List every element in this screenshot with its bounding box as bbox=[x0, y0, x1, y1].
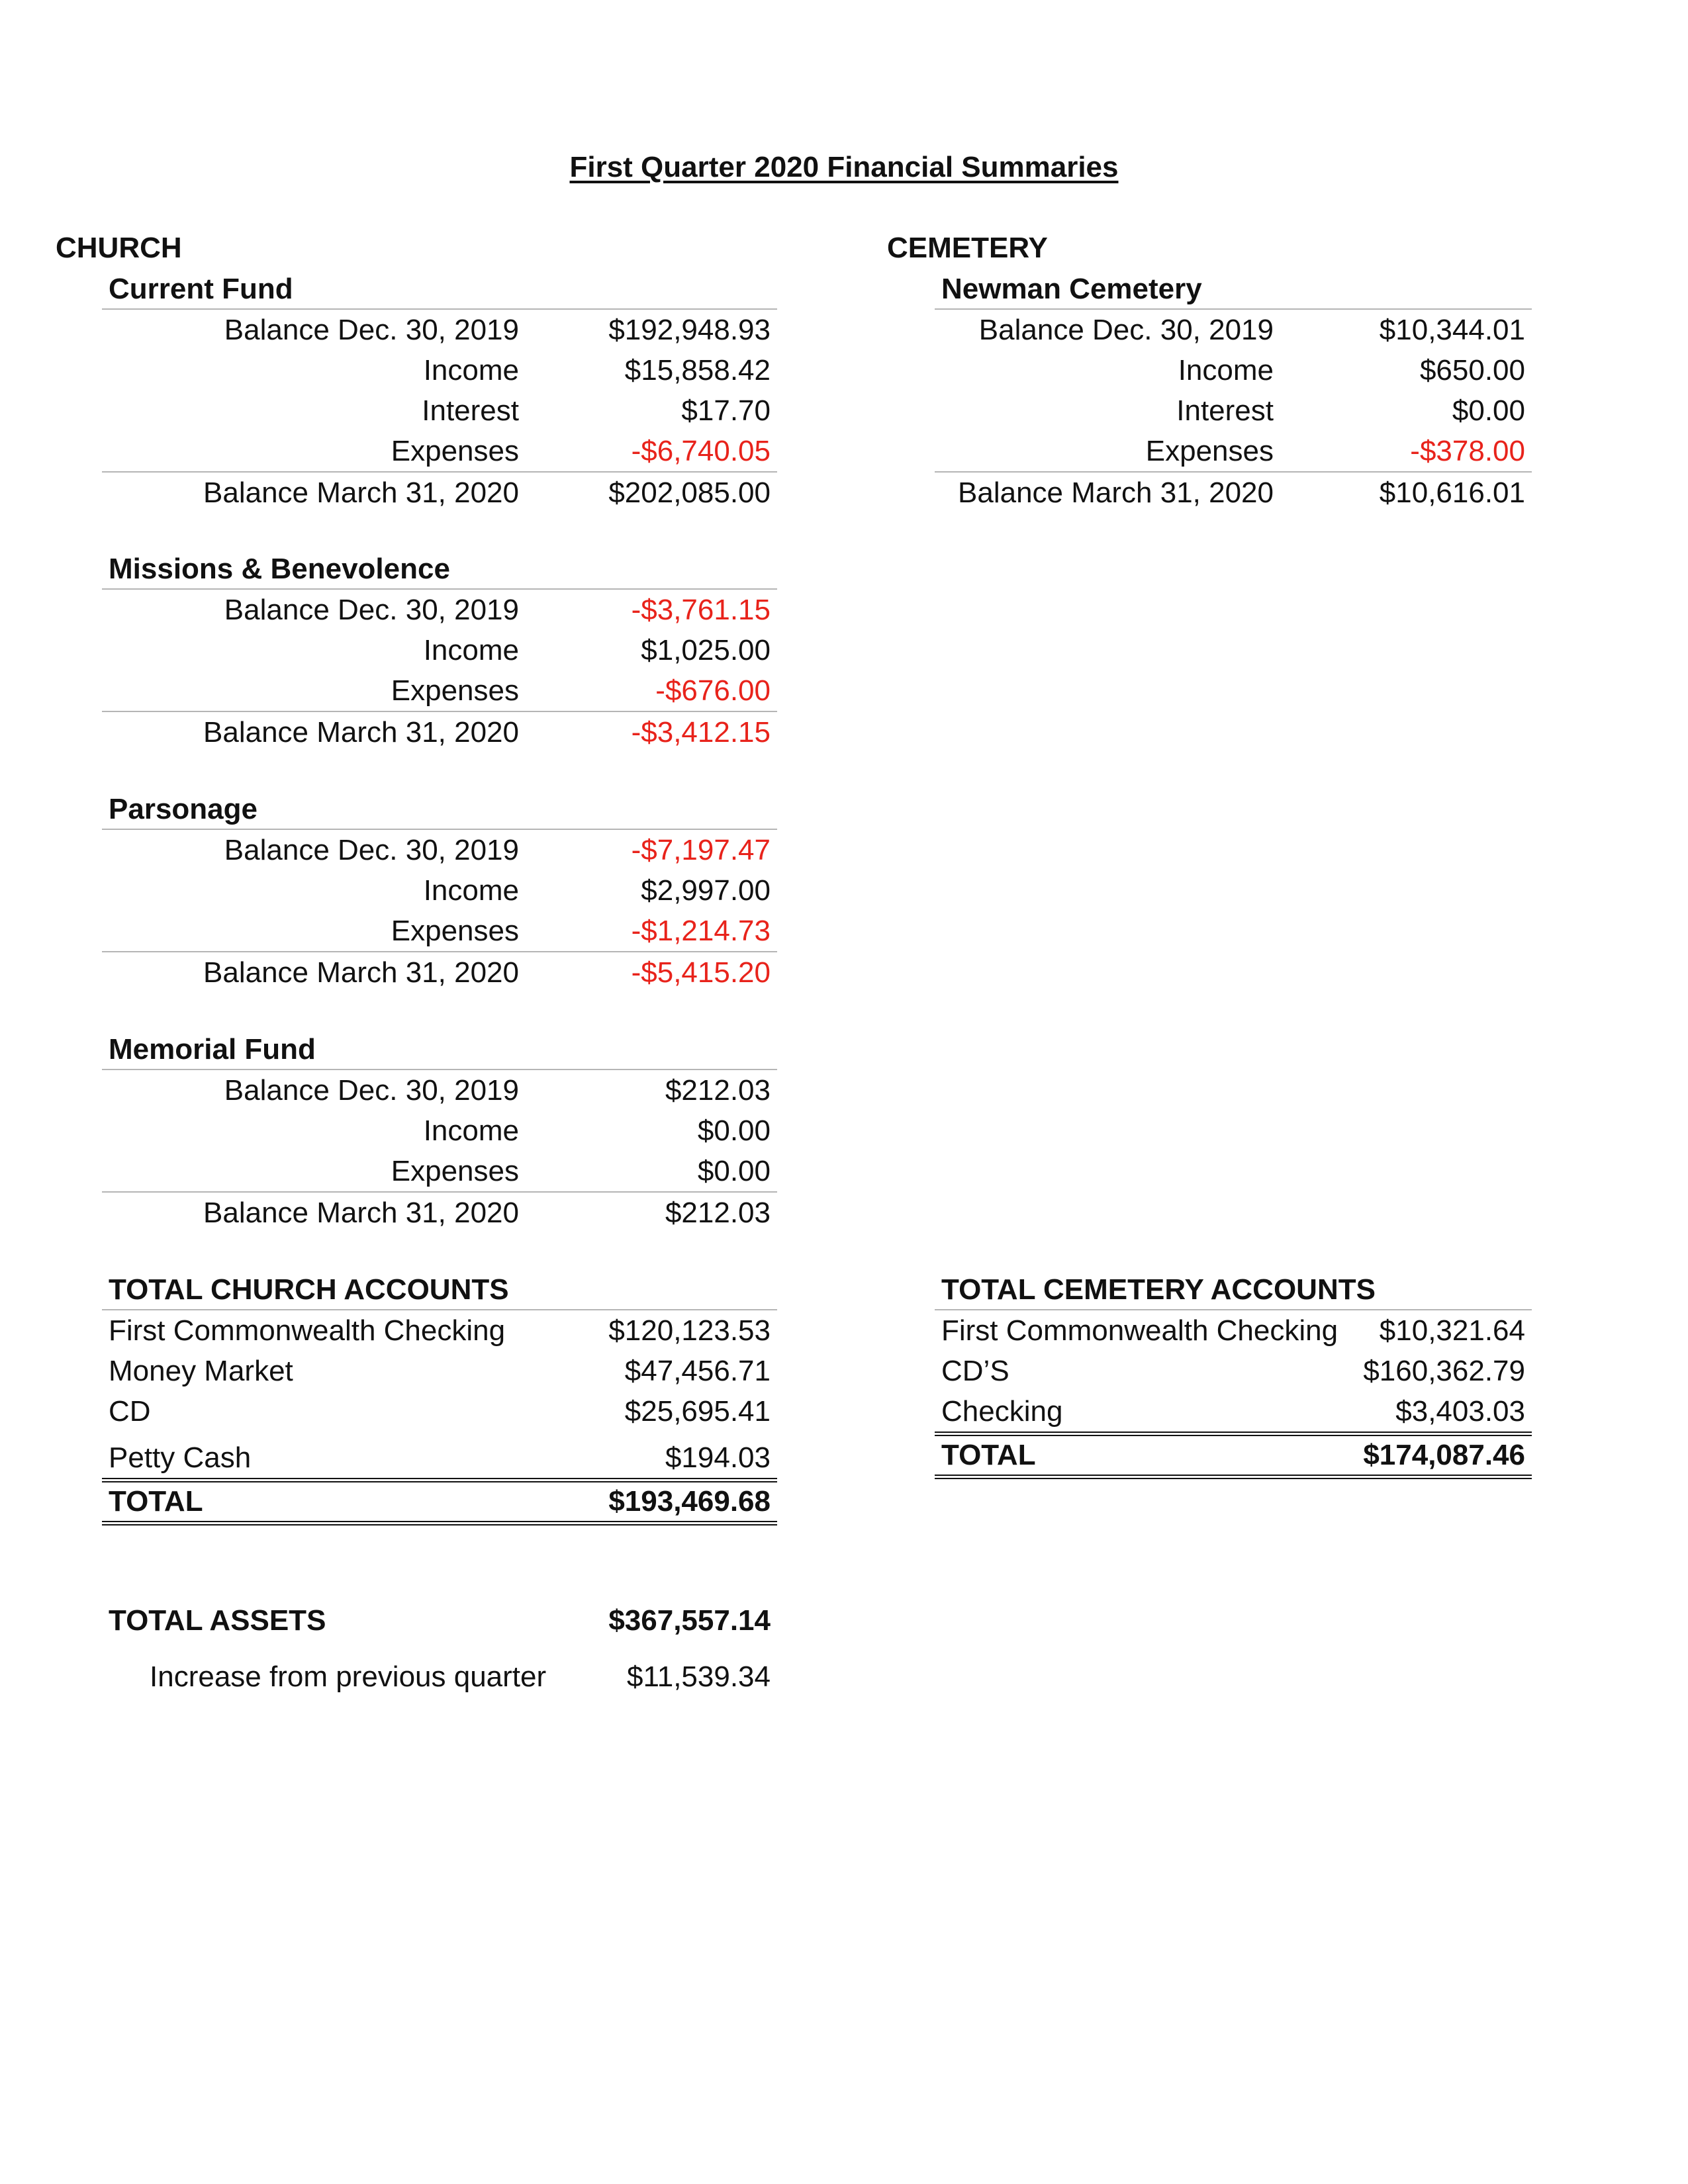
row-value: $0.00 bbox=[697, 1115, 771, 1147]
row-label: First Commonwealth Checking bbox=[941, 1314, 1338, 1347]
row-label: Balance March 31, 2020 bbox=[203, 716, 519, 749]
total-assets-value: $367,557.14 bbox=[608, 1604, 771, 1637]
parsonage-title: Parsonage bbox=[109, 793, 258, 825]
missions-title: Missions & Benevolence bbox=[109, 553, 450, 585]
table-row bbox=[102, 431, 777, 471]
row-label: Balance March 31, 2020 bbox=[958, 477, 1274, 509]
row-value: $194.03 bbox=[665, 1441, 771, 1474]
memorial-title: Memorial Fund bbox=[109, 1033, 316, 1066]
total-row bbox=[935, 1432, 1532, 1479]
total-row bbox=[102, 1478, 777, 1525]
row-value: -$5,415.20 bbox=[631, 956, 771, 989]
table-row bbox=[935, 1310, 1532, 1351]
table-row bbox=[102, 1310, 777, 1351]
row-value: $120,123.53 bbox=[608, 1314, 771, 1347]
row-label: Checking bbox=[941, 1395, 1063, 1428]
row-value: $650.00 bbox=[1419, 354, 1525, 387]
row-value: $160,362.79 bbox=[1363, 1355, 1525, 1387]
table-row bbox=[102, 1351, 777, 1391]
row-label: Petty Cash bbox=[109, 1441, 252, 1474]
table-row bbox=[102, 1193, 777, 1233]
row-label: Money Market bbox=[109, 1355, 293, 1387]
cemetery-heading: CEMETERY bbox=[887, 232, 1048, 264]
row-value: $212.03 bbox=[665, 1074, 771, 1107]
total-value: $193,469.68 bbox=[608, 1485, 771, 1518]
row-value: $0.00 bbox=[697, 1155, 771, 1187]
church-heading: CHURCH bbox=[56, 232, 182, 264]
row-value: $3,403.03 bbox=[1395, 1395, 1525, 1428]
row-value: $17.70 bbox=[681, 394, 771, 427]
row-label: First Commonwealth Checking bbox=[109, 1314, 506, 1347]
row-value: $10,616.01 bbox=[1379, 477, 1525, 509]
row-label: Balance Dec. 30, 2019 bbox=[224, 594, 519, 626]
page-title: First Quarter 2020 Financial Summaries bbox=[569, 151, 1119, 183]
row-label: Income bbox=[423, 354, 519, 387]
cemetery-totals-title: TOTAL CEMETERY ACCOUNTS bbox=[941, 1273, 1376, 1306]
row-label: CD’S bbox=[941, 1355, 1009, 1387]
row-label: Balance March 31, 2020 bbox=[203, 1197, 519, 1229]
church-totals-table bbox=[102, 1271, 777, 1525]
row-value: -$3,412.15 bbox=[631, 716, 771, 749]
table-row bbox=[935, 1391, 1532, 1432]
current-fund-title: Current Fund bbox=[109, 273, 293, 305]
row-label: Balance Dec. 30, 2019 bbox=[978, 314, 1274, 346]
table-row bbox=[102, 473, 777, 513]
row-value: $1,025.00 bbox=[641, 634, 771, 666]
row-label: Income bbox=[423, 634, 519, 666]
table-row bbox=[102, 670, 777, 711]
church-totals-title: TOTAL CHURCH ACCOUNTS bbox=[109, 1273, 509, 1306]
row-label: Balance March 31, 2020 bbox=[203, 956, 519, 989]
table-row bbox=[102, 952, 777, 993]
row-value: -$676.00 bbox=[655, 674, 771, 707]
increase-value: $11,539.34 bbox=[627, 1661, 771, 1693]
row-value: $10,344.01 bbox=[1379, 314, 1525, 346]
row-value: -$1,214.73 bbox=[631, 915, 771, 947]
table-row bbox=[935, 310, 1532, 350]
row-value: $15,858.42 bbox=[624, 354, 771, 387]
table-row bbox=[102, 310, 777, 350]
missions-table bbox=[102, 550, 777, 752]
row-value: -$7,197.47 bbox=[631, 834, 771, 866]
table-row bbox=[102, 830, 777, 870]
table-row bbox=[102, 870, 777, 911]
table-row bbox=[935, 390, 1532, 431]
row-label: Balance Dec. 30, 2019 bbox=[224, 834, 519, 866]
table-row bbox=[102, 1437, 777, 1478]
table-row bbox=[935, 350, 1532, 390]
row-value: $47,456.71 bbox=[624, 1355, 771, 1387]
row-label: Income bbox=[423, 874, 519, 907]
cemetery-totals-table bbox=[935, 1271, 1532, 1479]
total-value: $174,087.46 bbox=[1363, 1439, 1525, 1471]
row-label: Expenses bbox=[391, 915, 519, 947]
row-label: Expenses bbox=[391, 435, 519, 467]
newman-title: Newman Cemetery bbox=[941, 273, 1202, 305]
total-label: TOTAL bbox=[109, 1485, 203, 1518]
row-value: $10,321.64 bbox=[1379, 1314, 1525, 1347]
parsonage-table bbox=[102, 790, 777, 993]
row-value: -$378.00 bbox=[1410, 435, 1525, 467]
row-label: Balance Dec. 30, 2019 bbox=[224, 1074, 519, 1107]
row-label: CD bbox=[109, 1395, 151, 1428]
row-label: Income bbox=[423, 1115, 519, 1147]
row-label: Balance Dec. 30, 2019 bbox=[224, 314, 519, 346]
newman-cemetery-table bbox=[935, 270, 1532, 513]
row-label: Balance March 31, 2020 bbox=[203, 477, 519, 509]
row-value: $212.03 bbox=[665, 1197, 771, 1229]
table-row bbox=[102, 1070, 777, 1111]
row-value: $192,948.93 bbox=[608, 314, 771, 346]
row-label: Expenses bbox=[1145, 435, 1274, 467]
table-row bbox=[102, 712, 777, 752]
total-label: TOTAL bbox=[941, 1439, 1036, 1471]
table-row bbox=[102, 630, 777, 670]
row-label: Interest bbox=[422, 394, 519, 427]
table-row bbox=[102, 911, 777, 951]
table-row bbox=[102, 1151, 777, 1191]
table-row bbox=[102, 350, 777, 390]
row-value: -$3,761.15 bbox=[631, 594, 771, 626]
table-row bbox=[935, 473, 1532, 513]
table-row bbox=[935, 431, 1532, 471]
table-row bbox=[102, 590, 777, 630]
row-value: $202,085.00 bbox=[608, 477, 771, 509]
total-assets-label: TOTAL ASSETS bbox=[109, 1604, 326, 1637]
row-label: Income bbox=[1178, 354, 1274, 387]
current-fund-table bbox=[102, 270, 777, 513]
table-row bbox=[102, 390, 777, 431]
increase-label: Increase from previous quarter bbox=[150, 1661, 547, 1693]
table-row bbox=[935, 1351, 1532, 1391]
row-value: $0.00 bbox=[1452, 394, 1525, 427]
table-row bbox=[102, 1391, 777, 1432]
row-value: $2,997.00 bbox=[641, 874, 771, 907]
row-label: Expenses bbox=[391, 674, 519, 707]
row-value: $25,695.41 bbox=[624, 1395, 771, 1428]
table-row bbox=[102, 1111, 777, 1151]
total-assets bbox=[102, 1600, 777, 1697]
row-value: -$6,740.05 bbox=[631, 435, 771, 467]
row-label: Interest bbox=[1176, 394, 1274, 427]
memorial-table bbox=[102, 1030, 777, 1233]
row-label: Expenses bbox=[391, 1155, 519, 1187]
